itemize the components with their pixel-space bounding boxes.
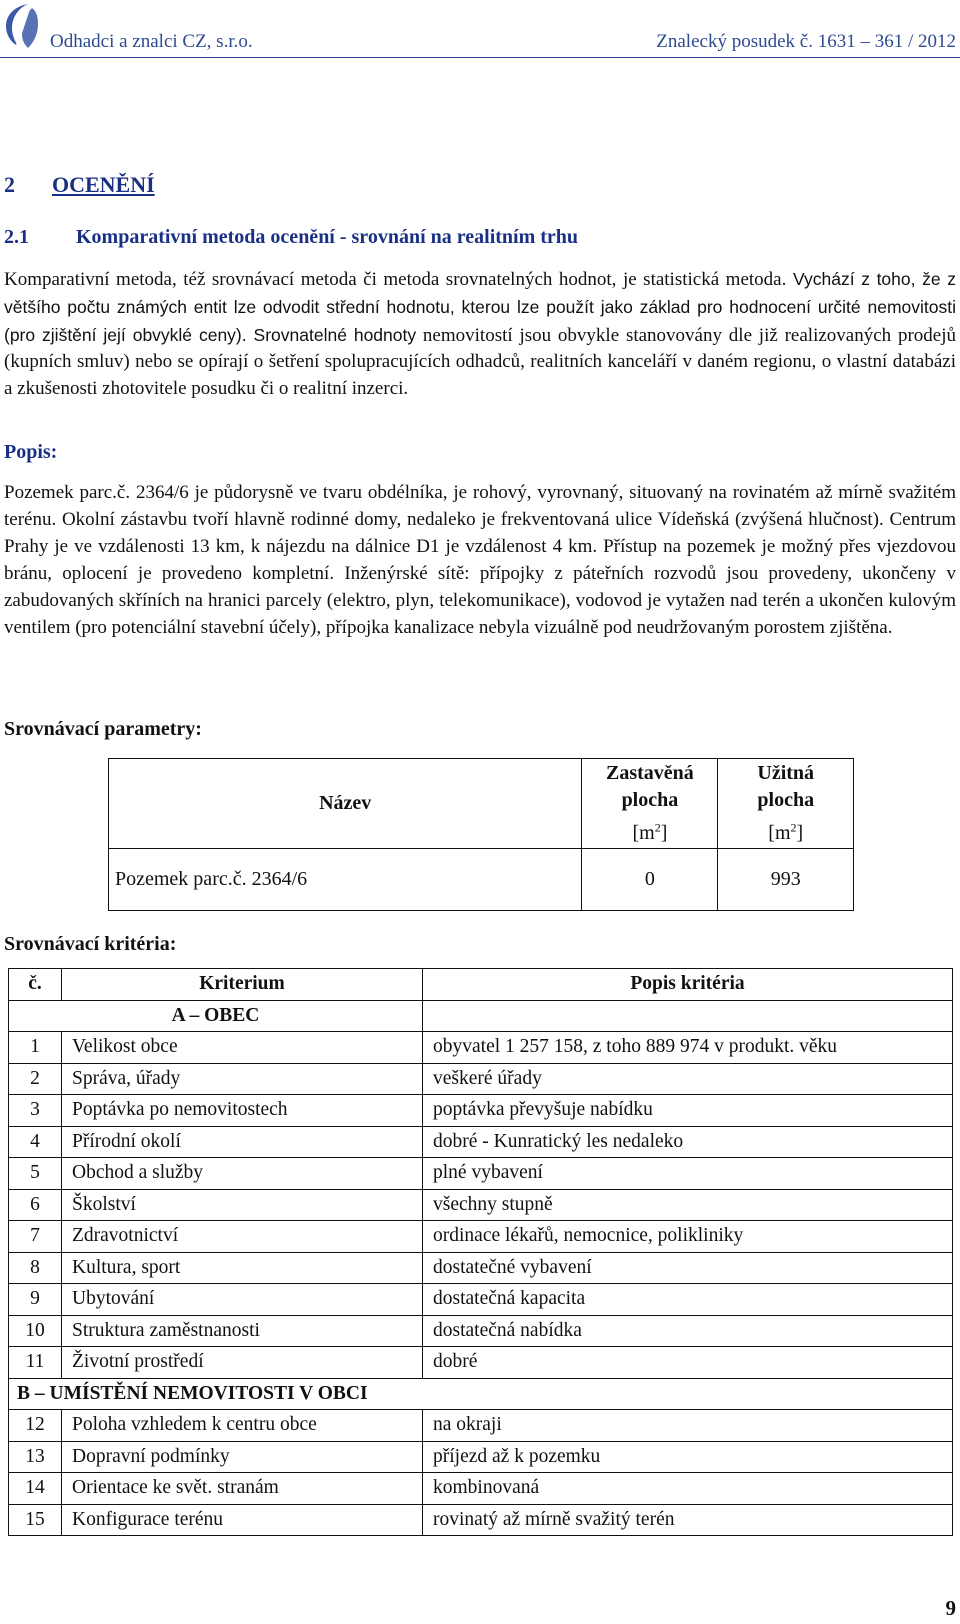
table-row (9, 1126, 953, 1158)
criteria-cell-criterion: Správa, úřady (62, 1063, 423, 1095)
criteria-cell-description: poptávka převyšuje nabídku (423, 1095, 953, 1127)
params-header-built-line2: plocha (621, 789, 679, 811)
criteria-cell-description: všechny stupně (423, 1189, 953, 1221)
params-header-row (109, 759, 854, 849)
criteria-cell-num: 15 (9, 1504, 62, 1536)
intro-text-3: nemovitostí jsou obvykle stanovovány dle již realizovaných prodejů (kupních smluv) nebo se opírají o šetření spolupracujících odhadců, realitních kanceláří v daném regionu, o vlastní databázi a zkušenosti zhotovitele posudku či o realitní inzerci. (4, 324, 956, 400)
criteria-cell-description: rovinatý až mírně svažitý terén (423, 1504, 953, 1536)
header-divider (0, 57, 960, 58)
criteria-cell-criterion: Zdravotnictví (62, 1221, 423, 1253)
criteria-cell-criterion: Obchod a služby (62, 1158, 423, 1190)
criteria-table (8, 968, 953, 1536)
table-row (9, 1347, 953, 1379)
criteria-cell-criterion: Konfigurace terénu (62, 1504, 423, 1536)
table-row (9, 1252, 953, 1284)
criteria-cell-num: 11 (9, 1347, 62, 1379)
table-row (9, 1063, 953, 1095)
criteria-cell-num: 1 (9, 1032, 62, 1064)
section-heading (4, 172, 155, 198)
table-row (9, 1315, 953, 1347)
subsection-heading (4, 226, 578, 249)
criteria-cell-description: dostatečné vybavení (423, 1252, 953, 1284)
criteria-cell-num: 12 (9, 1410, 62, 1442)
criteria-cell-criterion: Velikost obce (62, 1032, 423, 1064)
criteria-header-row (9, 969, 953, 1001)
criteria-cell-description: dostatečná nabídka (423, 1315, 953, 1347)
table-row (9, 1410, 953, 1442)
intro-text-2: Vychází z toho, že z většího počtu známých entit lze odvodit střední hodnotu, kterou lze použít jako základ pro hodnocení určité nemovitosti (pro zjištění její obvyklé ceny). Srovnatelné hodnoty (4, 269, 956, 345)
criteria-section-a-row (9, 1000, 953, 1032)
criteria-cell-criterion: Orientace ke svět. stranám (62, 1473, 423, 1505)
params-header-built-line1: Zastavěná (606, 762, 694, 784)
criteria-cell-description: příjezd až k pozemku (423, 1441, 953, 1473)
subsection-number: 2.1 (4, 226, 29, 248)
params-header-built-unit: $[m^2]$ (632, 820, 668, 844)
table-row (9, 1473, 953, 1505)
params-cell-built: 0 (582, 848, 718, 910)
intro-paragraph (4, 266, 956, 403)
params-header-usable (718, 759, 854, 849)
criteria-cell-num: 2 (9, 1063, 62, 1095)
params-header-name: Název (109, 759, 582, 849)
table-row (9, 1032, 953, 1064)
criteria-section-a: A – OBEC (9, 1000, 423, 1032)
params-table (108, 758, 854, 911)
criteria-cell-num: 8 (9, 1252, 62, 1284)
params-header-usable-line2: plocha (757, 789, 815, 811)
criteria-section-b: B – UMÍSTĚNÍ NEMOVITOSTI V OBCI (9, 1378, 953, 1410)
criteria-cell-description: dobré - Kunratický les nedaleko (423, 1126, 953, 1158)
criteria-cell-num: 6 (9, 1189, 62, 1221)
table-row (9, 1095, 953, 1127)
criteria-cell-description: na okraji (423, 1410, 953, 1442)
criteria-cell-description: plné vybavení (423, 1158, 953, 1190)
table-row (9, 1158, 953, 1190)
report-number: Znalecký posudek č. 1631 – 361 / 2012 (656, 31, 956, 52)
popis-label: Popis: (4, 441, 58, 463)
page-number: 9 (945, 1596, 956, 1620)
criteria-cell-num: 5 (9, 1158, 62, 1190)
table-row (9, 1284, 953, 1316)
criteria-cell-criterion: Poptávka po nemovitostech (62, 1095, 423, 1127)
table-row (9, 1221, 953, 1253)
subsection-title: Komparativní metoda ocenění - srovnání na realitním trhu (76, 226, 579, 248)
criteria-cell-description: veškeré úřady (423, 1063, 953, 1095)
page-header (0, 0, 960, 60)
criteria-cell-num: 14 (9, 1473, 62, 1505)
criteria-cell-criterion: Poloha vzhledem k centru obce (62, 1410, 423, 1442)
criteria-cell-description: obyvatel 1 257 158, z toho 889 974 v produkt. věku (423, 1032, 953, 1064)
company-name: Odhadci a znalci CZ, s.r.o. (50, 31, 253, 52)
criteria-label: Srovnávací kritéria: (4, 933, 177, 955)
params-header-usable-unit: $[m^2]$ (768, 820, 804, 844)
params-row (109, 848, 854, 910)
criteria-header-criterion: Kriterium (62, 969, 423, 1001)
section-number: 2 (4, 172, 15, 197)
params-label: Srovnávací parametry: (4, 718, 202, 740)
params-header-usable-line1: Užitná (757, 762, 815, 784)
criteria-cell-num: 10 (9, 1315, 62, 1347)
criteria-cell-num: 4 (9, 1126, 62, 1158)
table-row (9, 1441, 953, 1473)
criteria-cell-num: 3 (9, 1095, 62, 1127)
criteria-section-a-empty (423, 1000, 953, 1032)
params-cell-usable: 993 (718, 848, 854, 910)
params-cell-name: Pozemek parc.č. 2364/6 (109, 848, 582, 910)
popis-paragraph: Pozemek parc.č. 2364/6 je půdorysně ve tvaru obdélníka, je rohový, vyrovnaný, situovaný na rovinatém až mírně svažitém terénu. Okolní zástavbu tvoří hlavně rodinné domy, nedaleko je frekventovaná ulice Vídeňská (zvýšená hlučnost). Centrum Prahy je ve vzdálenosti 13 km, k nájezdu na dálnice D1 je vzdálenost 4 km. Přístup na pozemek je možný přes vjezdovou bránu, oplocení je provedeno kompletní. Inženýrské sítě: přípojky z páteřních rozvodů jsou provedeny, ukončeny v zabudovaných skříních na hranici parcely (elektro, plyn, telekomunikace), vodovod je vytažen nad terén a ukončen kulovým ventilem (pro potenciální stavební účely), přípojka kanalizace nebyla vizuálně pod neudržovaným porostem zjištěna. (4, 482, 956, 638)
criteria-header-num: č. (9, 969, 62, 1001)
criteria-cell-criterion: Přírodní okolí (62, 1126, 423, 1158)
table-row (9, 1189, 953, 1221)
criteria-header-description: Popis kritéria (423, 969, 953, 1001)
criteria-cell-num: 13 (9, 1441, 62, 1473)
criteria-cell-criterion: Dopravní podmínky (62, 1441, 423, 1473)
params-header-built (582, 759, 718, 849)
criteria-cell-description: kombinovaná (423, 1473, 953, 1505)
criteria-cell-criterion: Životní prostředí (62, 1347, 423, 1379)
criteria-cell-num: 9 (9, 1284, 62, 1316)
criteria-cell-criterion: Školství (62, 1189, 423, 1221)
criteria-cell-description: dobré (423, 1347, 953, 1379)
criteria-cell-criterion: Struktura zaměstnanosti (62, 1315, 423, 1347)
criteria-cell-criterion: Ubytování (62, 1284, 423, 1316)
criteria-cell-criterion: Kultura, sport (62, 1252, 423, 1284)
section-title: OCENĚNÍ (52, 172, 155, 197)
criteria-cell-description: dostatečná kapacita (423, 1284, 953, 1316)
table-row (9, 1504, 953, 1536)
criteria-cell-description: ordinace lékařů, nemocnice, polikliniky (423, 1221, 953, 1253)
criteria-cell-num: 7 (9, 1221, 62, 1253)
criteria-section-b-row (9, 1378, 953, 1410)
intro-text-1: Komparativní metoda, též srovnávací metoda či metoda srovnatelných hodnot, je statistická metoda. (4, 269, 787, 290)
company-logo-icon (4, 2, 40, 50)
